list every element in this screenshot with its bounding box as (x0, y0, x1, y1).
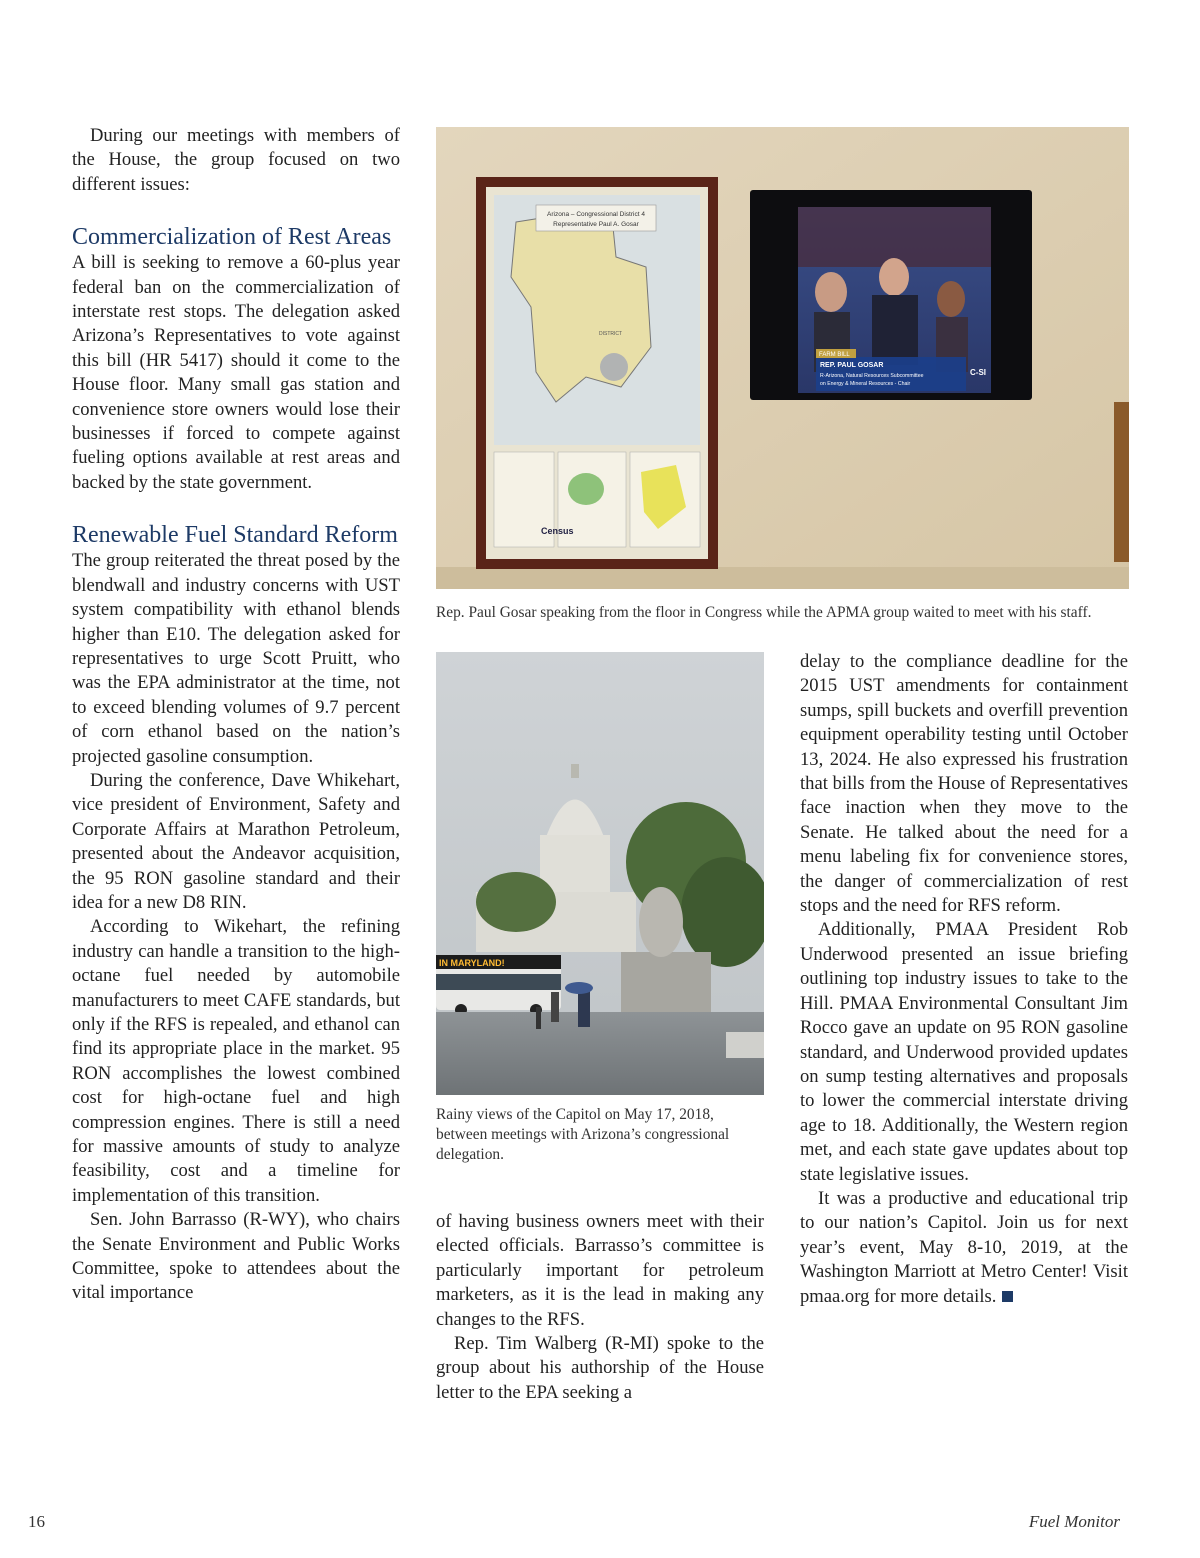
publication-name: Fuel Monitor (1028, 1512, 1120, 1531)
paragraph-rest-areas: A bill is seeking to remove a 60-plus year federal ban on the commercialization of interstate rest stops. The delegation asked Arizona’s Representatives to vote against this bill (HR 5417) should it come to the House floor. Many small gas station and convenience store owners would lose their businesses if forced to compete against fueling options available at rest areas and backed by the state government. (72, 252, 400, 493)
paragraph-rfs-reform: The group reiterated the threat posed by the blendwall and industry concerns with UST system compatibility with ethanol blends higher than E10. The delegation asked for representatives to urge Scott Pruitt, who was the EPA administrator at the time, not to exceed blending volumes of 9.7 percent of corn ethanol based on the nation’s projected gasoline consumption. (72, 550, 400, 767)
bus-sign: IN MARYLAND! (439, 958, 505, 968)
end-of-article-mark (1002, 1291, 1013, 1302)
heading-rest-areas: Commercialization of Rest Areas (72, 224, 392, 251)
tv-network: C-SI (970, 368, 986, 377)
caption-capitol: Rainy views of the Capitol on May 17, 2018, between meetings with Arizona’s congressional delegation. (436, 1106, 730, 1163)
paragraph-wikehart-refining: According to Wikehart, the refining industry can handle a transition to the high-octane fuel needed by automobile manufacturers to meet CAFE standards, but only if the RFS is repealed, and ethanol can find its appropriate place in the market. 95 RON accomplishes the lowest combined cost for high-octane fuel and high compression engines. There is still a need for massive amounts of study to analyze feasibility, cost and a timeline for implementation of this transition. (72, 916, 400, 1206)
paragraph-barrasso: Sen. John Barrasso (R-WY), who chairs the Senate Environment and Public Works Committee, spoke to attendees about the vital importance (72, 1209, 400, 1304)
map-district-label: DISTRICT (599, 331, 623, 337)
tv-title-line2: on Energy & Mineral Resources - Chair (820, 381, 911, 387)
intro-paragraph: During our meetings with members of the House, the group focused on two different issues: (72, 125, 400, 195)
paragraph-walberg: Rep. Tim Walberg (R-MI) spoke to the group about his authorship of the House letter to the EPA seeking a (436, 1333, 764, 1403)
heading-rfs-reform: Renewable Fuel Standard Reform (72, 522, 398, 549)
closing-text: It was a productive and educational trip to our nation’s Capitol. Join us for next year’s event, May 8-10, 2019, at the Washington Marriott at Metro Center! Visit pmaa.org for more details. (800, 1187, 1128, 1307)
photo-capitol-rain (436, 652, 764, 1095)
photo-gosar-office (436, 127, 1129, 589)
caption-gosar: Rep. Paul Gosar speaking from the floor in Congress while the APMA group waited to meet with his staff. (436, 604, 1092, 621)
paragraph-underwood: Additionally, PMAA President Rob Underwood presented an issue briefing outlining top industry issues to take to the Hill. PMAA Environmental Consultant Jim Rocco gave an update on 95 RON gasoline standard, and Underwood provided updates on sump testing alternatives and proposals to lower the commercial interstate driving age to 18. Additionally, the Western region met, and each state gave updates about top state legislative issues. (800, 919, 1128, 1185)
map-title-line1: Arizona – Congressional District 4 (547, 211, 645, 218)
column-3 (800, 650, 1128, 1309)
paragraph-walberg-continued: delay to the compliance deadline for the 2015 UST amendments for containment sumps, spill buckets and overfill prevention equipment operability testing until October 13, 2024. He also expressed his frustration that bills from the House of Representatives face inaction when they move to the Senate. He talked about the need for a menu labeling fix for convenience stores, the danger of commercialization of rest stops and the need for RFS reform. (800, 651, 1128, 917)
census-logo: Census (541, 526, 574, 536)
tv-name: REP. PAUL GOSAR (820, 362, 884, 369)
column-1 (72, 124, 400, 1306)
column-2 (436, 1210, 764, 1405)
paragraph-barrasso-continued: of having business owners meet with their elected officials. Barrasso’s committee is particularly important for petroleum marketers, as it is the lead in making any changes to the RFS. (436, 1211, 764, 1330)
tv-title-line1: R-Arizona, Natural Resources Subcommittee (820, 373, 924, 379)
tv-badge: FARM BILL (819, 352, 850, 358)
paragraph-whikehart: During the conference, Dave Whikehart, vice president of Environment, Safety and Corporate Affairs at Marathon Petroleum, presented about the Andeavor acquisition, the 95 RON gasoline standard and their idea for a new D8 RIN. (72, 769, 400, 913)
map-title-line2: Representative Paul A. Gosar (553, 221, 639, 228)
office-photo-illustration (436, 127, 1129, 589)
paragraph-closing (800, 1187, 1128, 1309)
page-number: 16 (28, 1512, 45, 1531)
capitol-photo-illustration (436, 652, 764, 1095)
